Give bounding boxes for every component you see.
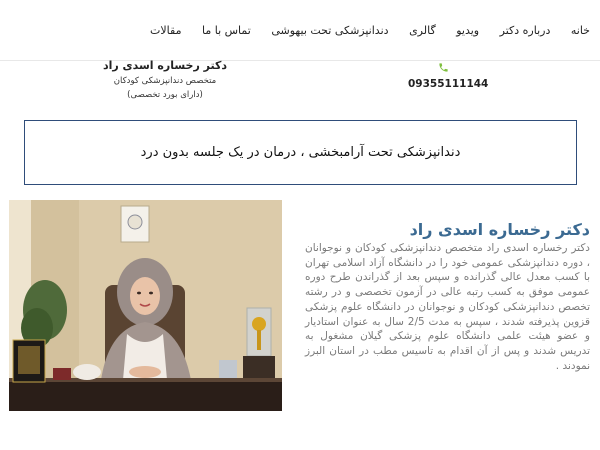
phone-number[interactable]: 09355111144 [408,78,489,90]
doctor-info [90,58,240,102]
banner-text: دندانپزشکی تحت آرامبخشی ، درمان در یک جلسه بدون درد [140,145,461,160]
nav-item-contact[interactable]: تماس با ما [201,23,251,37]
doctor-photo-illustration [9,200,282,411]
banner [24,120,577,185]
phone-contact[interactable] [408,62,489,90]
doctor-photo [9,200,282,411]
nav-item-gallery[interactable]: گالری [409,23,436,37]
nav-item-video[interactable]: ویدیو [456,23,480,37]
main-nav [150,20,590,40]
nav-item-sedation-dentistry[interactable]: دندانپزشکی تحت بیهوشی [271,23,389,37]
about-section [305,220,590,373]
doctor-board: (دارای بورد تخصصی) [127,90,203,100]
doctor-name: دکتر رخساره اسدی راد [102,59,228,72]
doctor-specialty: متخصص دندانپزشکی کودکان [113,76,217,86]
about-body: دکتر رخساره اسدی راد متخصص دندانپزشکی کودکان و نوجوانان ، دوره دندانپزشکی عمومی خود را در دانشگاه آزاد اسلامی تهران با کسب معدل عالی گذرانده و سپس بعد از گذراندن طرح دوره عمومی موفق به کسب رتبه عالی در آزمون تخصصی و در رشته تخصص دندانپزشکی کودکان و نوجوانان در دانشگاه علوم پزشکی قزوین پذیرفته شدند ، سپس به مدت 2/5 سال به عنوان استادیار و عضو هیئت علمی دانشگاه علوم پزشکی گیلان مشغول به تدریس شدند و پس از آن اقدام به تاسیس مطب در استان البرز نمودند . [305,242,590,372]
about-title: دکتر رخساره اسدی راد [409,220,590,239]
nav-item-home[interactable]: خانه [570,23,590,37]
nav-item-about-doctor[interactable]: درباره دکتر [499,23,551,37]
nav-item-articles[interactable]: مقالات [150,23,182,37]
phone-icon [408,62,478,76]
